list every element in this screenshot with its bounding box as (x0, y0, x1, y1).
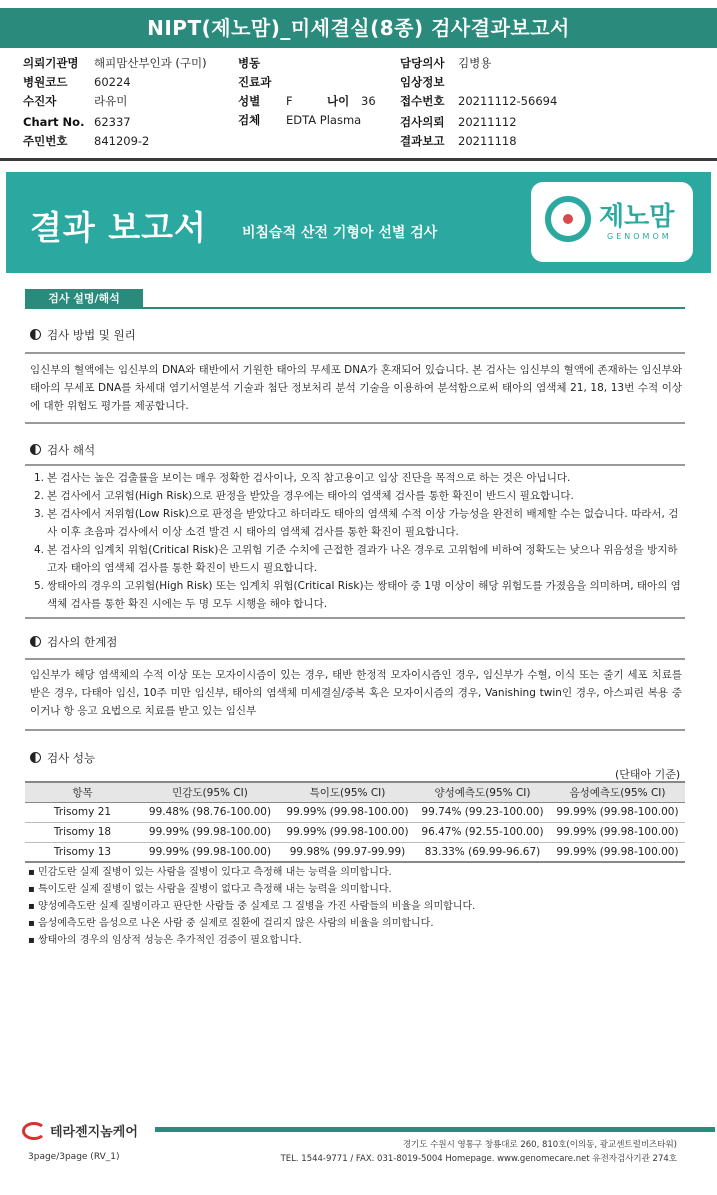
sex-value: F (286, 94, 293, 108)
table-header-row (25, 782, 685, 802)
hospital-code-label: 병원코드 (23, 75, 68, 89)
company-logo: 테라젠지놈케어 (22, 1121, 138, 1140)
patient-info (0, 54, 717, 154)
half-circle-icon (30, 752, 41, 763)
table-row (25, 802, 685, 822)
section-tab: 검사 설명/해석 (25, 289, 143, 309)
performance-table (25, 781, 685, 863)
table-cell: 99.99% (99.98-100.00) (550, 842, 685, 862)
limitations-heading: 검사의 한계점 (30, 634, 117, 650)
list-item: 4. 본 검사의 임계치 위험(Critical Risk)은 고위험 기준 수치에 근접한 결과가 나온 경우로 고위험에 비하여 정확도는 낮으나 위음성을 방지하고자 태아의 염색체 검사를 통한 확진이 반드시 필요합니다. (34, 544, 678, 574)
table-cell: 99.99% (99.98-100.00) (280, 802, 415, 822)
company-address: 경기도 수원시 영통구 창룡대로 260, 810호(이의동, 광교센트럴비즈타워) (402, 1140, 677, 1150)
ward-label: 병동 (238, 56, 261, 70)
unit-note: (단태아 기준) (615, 768, 681, 781)
table-cell: 99.98% (99.97-99.99) (280, 842, 415, 862)
column-header: 음성예측도(95% CI) (550, 782, 685, 802)
resident-no-value: 841209-2 (94, 134, 150, 148)
interpretation-heading: 검사 해석 (30, 442, 95, 458)
clinical-label: 임상정보 (400, 75, 445, 89)
table-cell: 99.99% (99.98-100.00) (140, 842, 280, 862)
table-cell: Trisomy 21 (25, 802, 140, 822)
institution-label: 의뢰기관명 (23, 56, 79, 70)
table-cell: Trisomy 13 (25, 842, 140, 862)
performance-notes (28, 864, 475, 949)
table-cell: 99.74% (99.23-100.00) (415, 802, 550, 822)
half-circle-icon (30, 636, 41, 647)
logo-mark-icon (545, 196, 591, 242)
receipt-no-value: 20211112-56694 (458, 94, 558, 108)
table-row (25, 822, 685, 842)
list-item: 5. 쌍태아의 경우의 고위험(High Risk) 또는 임계치 위험(Critical Risk)는 쌍태아 중 1명 이상이 해당 위험도를 가졌음을 의미하며, 태아의 염색체 검사를 통한 확진 시에는 두 명 모두 시행을 해야 합니다. (34, 580, 681, 610)
doctor-value: 김병용 (458, 56, 492, 70)
logo-name: 제노맘 (599, 202, 675, 232)
limitations-rule-bottom (25, 729, 685, 731)
genomom-logo (531, 182, 693, 262)
table-cell: Trisomy 18 (25, 822, 140, 842)
list-item: 1. 본 검사는 높은 검출률을 보이는 매우 정확한 검사이나, 오직 참고용이고 임상 진단을 목적으로 하는 것은 아닙니다. (34, 472, 571, 484)
list-item: 3. 본 검사에서 저위험(Low Risk)으로 판정을 받았다고 하더라도 태아의 염색체 수적 이상 가능성을 완전히 배제할 수는 없습니다. 따라서, 검사 이후 초음파 검사에서 이상 소견 발견 시 태아의 염색체 검사를 통한 확진이 필요합니다. (34, 508, 679, 538)
half-circle-icon (30, 444, 41, 455)
interpretation-rule-top (25, 464, 685, 466)
table-row (25, 842, 685, 862)
resident-no-label: 주민번호 (23, 134, 68, 148)
report-date-label: 결과보고 (400, 134, 445, 148)
hospital-code-value: 60224 (94, 75, 131, 89)
page-number: 3page/3page (RV_1) (28, 1152, 120, 1162)
age-value: 36 (361, 94, 376, 108)
table-cell: 99.48% (98.76-100.00) (140, 802, 280, 822)
note-item: ▪ 민감도란 실제 질병이 있는 사람을 질병이 있다고 측정해 내는 능력을 의미합니다. (28, 867, 392, 878)
method-heading: 검사 방법 및 원리 (30, 327, 136, 343)
note-item: ▪ 음성예측도란 음성으로 나온 사람 중 실제로 질환에 걸리지 않은 사람의 비율을 의미합니다. (28, 918, 434, 929)
half-circle-icon (30, 329, 41, 340)
specimen-label: 검체 (238, 113, 261, 127)
interpretation-list (34, 469, 684, 613)
banner-title: 결과 보고서 (30, 208, 207, 247)
table-cell: 96.47% (92.55-100.00) (415, 822, 550, 842)
sex-label: 성별 (238, 94, 261, 108)
examinee-label: 수진자 (23, 94, 57, 108)
column-header: 항목 (25, 782, 140, 802)
report-date-value: 20211118 (458, 134, 517, 148)
list-item: 2. 본 검사에서 고위험(High Risk)으로 판정을 받았을 경우에는 태아의 염색체 검사를 통한 확진이 반드시 필요합니다. (34, 490, 574, 502)
section-tab-underline (25, 307, 685, 309)
table-cell: 99.99% (99.98-100.00) (550, 802, 685, 822)
result-banner (6, 172, 711, 273)
table-cell: 99.99% (99.98-100.00) (550, 822, 685, 842)
note-item: ▪ 양성예측도란 실제 질병이라고 판단한 사람들 중 실제로 그 질병을 가진 사람들의 비율을 의미합니다. (28, 901, 476, 912)
specimen-value: EDTA Plasma (286, 113, 362, 127)
age-label: 나이 (327, 94, 350, 108)
performance-heading: 검사 성능 (30, 750, 95, 766)
request-date-label: 검사의뢰 (400, 115, 445, 129)
table-cell: 99.99% (99.98-100.00) (280, 822, 415, 842)
limitations-rule-top (25, 658, 685, 660)
chart-no-value: 62337 (94, 115, 131, 129)
receipt-no-label: 접수번호 (400, 94, 445, 108)
column-header: 양성예측도(95% CI) (415, 782, 550, 802)
note-item: ▪ 쌍태아의 경우의 임상적 성능은 추가적인 검증이 필요합니다. (28, 935, 302, 946)
institution-value: 해피맘산부인과 (구미) (94, 56, 207, 70)
company-contact: TEL. 1544-9771 / FAX. 031-8019-5004 Homepage. www.genomecare.net 유전자검사기관 274호 (280, 1154, 677, 1164)
logo-subtitle: GENOMOM (607, 232, 672, 241)
interpretation-rule-bottom (25, 617, 685, 619)
dept-label: 진료과 (238, 75, 272, 89)
method-text: 임신부의 혈액에는 임신부의 DNA와 태반에서 기원한 태아의 무세포 DNA가 혼재되어 있습니다. 본 검사는 임신부의 혈액에 존재하는 임신부와 태아의 무세포 DNA를 차세대 염기서열분석 기술과 첨단 정보처리 분석 기술을 이용하여 분석함으로써 태아의 염색체 21, 18, 13번 수적 이상에 대한 위험도 평가를 제공합니다. (30, 364, 682, 412)
company-g-icon (22, 1122, 46, 1140)
footer-rule (155, 1127, 715, 1132)
table-cell: 99.99% (99.98-100.00) (140, 822, 280, 842)
note-item: ▪ 특이도란 실제 질병이 없는 사람을 질병이 없다고 측정해 내는 능력을 의미합니다. (28, 884, 392, 895)
examinee-value: 라유미 (94, 94, 128, 108)
column-header: 민감도(95% CI) (140, 782, 280, 802)
column-header: 특이도(95% CI) (280, 782, 415, 802)
limitations-text: 임신부가 해당 염색체의 수적 이상 또는 모자이시즘이 있는 경우, 태반 한정적 모자이시즘인 경우, 임신부가 수혈, 이식 또는 줄기 세포 치료를 받은 경우, 다태아 임신, 10주 미만 임신부, 태아의 염색체 미세결실/중복 혹은 모자이시즘의 경우, Vanishing twin인 경우, 아스피린 복용 중이거나 항 응고 요법으로 치료를 받고 있는 임신부 (30, 669, 682, 717)
report-title: NIPT(제노맘)_미세결실(8종) 검사결과보고서 (0, 8, 717, 48)
doctor-label: 담당의사 (400, 56, 445, 70)
method-rule-top (25, 352, 685, 354)
chart-no-label: Chart No. (23, 115, 85, 129)
method-rule-bottom (25, 422, 685, 424)
info-divider (0, 158, 717, 161)
request-date-value: 20211112 (458, 115, 517, 129)
banner-subtitle: 비침습적 산전 기형아 선별 검사 (242, 225, 438, 241)
table-cell: 83.33% (69.99-96.67) (415, 842, 550, 862)
